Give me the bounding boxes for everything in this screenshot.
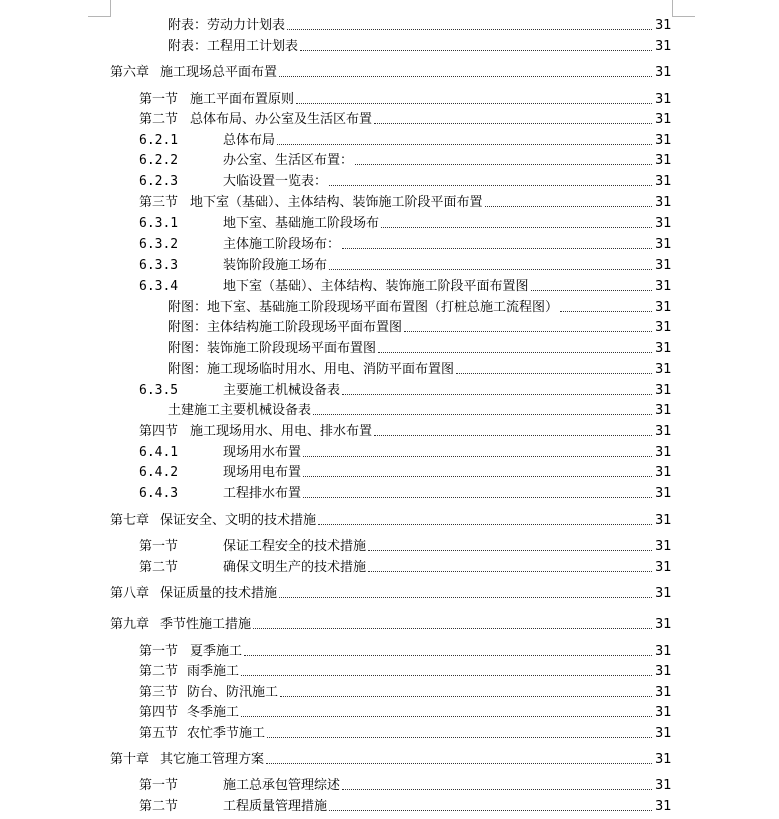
toc-entry-number: 第一节 xyxy=(139,92,179,107)
toc-entry-number: 第七章 xyxy=(110,513,150,528)
toc-entry[interactable] xyxy=(0,643,779,661)
toc-entry-title: 附表：工程用工计划表 xyxy=(168,39,299,54)
toc-entry[interactable] xyxy=(0,319,779,337)
toc-page-number: 31 xyxy=(655,300,672,315)
toc-entry[interactable] xyxy=(0,299,779,317)
dot-leader xyxy=(355,164,652,165)
toc-entry[interactable] xyxy=(0,38,779,56)
toc-page-number: 31 xyxy=(655,705,672,720)
toc-entry-title: 主体施工阶段场布： xyxy=(223,237,341,252)
toc-entry[interactable] xyxy=(0,725,779,743)
dot-leader xyxy=(313,414,652,415)
toc-entry[interactable] xyxy=(0,64,779,82)
toc-entry-number: 6.2.2 xyxy=(139,153,179,168)
toc-entry[interactable] xyxy=(0,777,779,795)
toc-entry-number: 第六章 xyxy=(110,65,150,80)
toc-entry-number: 6.3.2 xyxy=(139,237,179,252)
toc-entry-title: 大临设置一览表： xyxy=(223,174,328,189)
toc-entry-title: 工程排水布置 xyxy=(223,486,302,501)
toc-page-number: 31 xyxy=(655,341,672,356)
toc-entry-number: 6.3.1 xyxy=(139,216,179,231)
toc-page-number: 31 xyxy=(655,799,672,814)
toc-page-number: 31 xyxy=(655,685,672,700)
dot-leader xyxy=(296,103,652,104)
toc-entry-number: 第二节 xyxy=(139,799,179,814)
toc-entry-number: 6.4.1 xyxy=(139,445,179,460)
toc-entry-title: 总体布局、办公室及生活区布置 xyxy=(190,112,373,127)
toc-entry-title: 防台、防汛施工 xyxy=(187,685,279,700)
toc-entry-title: 保证安全、文明的技术措施 xyxy=(160,513,317,528)
dot-leader xyxy=(329,269,652,270)
toc-entry-number: 第二节 xyxy=(139,664,179,679)
toc-entry-number: 第三节 xyxy=(139,685,179,700)
toc-entry[interactable] xyxy=(0,194,779,212)
toc-entry-number: 6.3.4 xyxy=(139,279,179,294)
dot-leader xyxy=(329,810,652,811)
toc-entry-number: 6.3.5 xyxy=(139,383,179,398)
toc-entry[interactable] xyxy=(0,423,779,441)
dot-leader xyxy=(277,144,652,145)
toc-entry-number: 6.3.3 xyxy=(139,258,179,273)
toc-page-number: 31 xyxy=(655,560,672,575)
toc-page-number: 31 xyxy=(655,237,672,252)
toc-entry-number: 第四节 xyxy=(139,424,179,439)
toc-entry[interactable] xyxy=(0,402,779,420)
toc-page-number: 31 xyxy=(655,445,672,460)
toc-page-number: 31 xyxy=(655,153,672,168)
toc-entry-title: 确保文明生产的技术措施 xyxy=(223,560,367,575)
toc-entry-title: 雨季施工 xyxy=(187,664,240,679)
dot-leader xyxy=(253,628,652,629)
dot-leader xyxy=(287,29,652,30)
toc-entry-title: 附图：地下室、基础施工阶段现场平面布置图（打桩总施工流程图） xyxy=(168,300,559,315)
toc-entry-title: 施工现场总平面布置 xyxy=(160,65,278,80)
toc-page-number: 31 xyxy=(655,216,672,231)
toc-entry-number: 第二节 xyxy=(139,112,179,127)
dot-leader xyxy=(485,206,652,207)
toc-entry[interactable] xyxy=(0,111,779,129)
dot-leader xyxy=(378,352,652,353)
toc-page-number: 31 xyxy=(655,752,672,767)
toc-page-number: 31 xyxy=(655,465,672,480)
dot-leader xyxy=(374,123,652,124)
toc-entry-title: 农忙季节施工 xyxy=(187,726,266,741)
toc-entry-number: 第九章 xyxy=(110,617,150,632)
toc-entry-title: 附表：劳动力计划表 xyxy=(168,18,286,33)
toc-entry-title: 现场用电布置 xyxy=(223,465,302,480)
toc-entry-number: 第三节 xyxy=(139,195,179,210)
dot-leader xyxy=(303,476,652,477)
dot-leader xyxy=(329,185,652,186)
toc-page-number: 31 xyxy=(655,403,672,418)
dot-leader xyxy=(368,550,652,551)
toc-entry-title: 附图：主体结构施工阶段现场平面布置图 xyxy=(168,320,403,335)
toc-entry-number: 第五节 xyxy=(139,726,179,741)
toc-page-number: 31 xyxy=(655,133,672,148)
dot-leader xyxy=(303,497,652,498)
toc-page-number: 31 xyxy=(655,486,672,501)
toc-entry-number: 第八章 xyxy=(110,586,150,601)
toc-entry[interactable] xyxy=(0,798,779,816)
toc-entry-title: 其它施工管理方案 xyxy=(160,752,265,767)
toc-entry[interactable] xyxy=(0,485,779,503)
toc-entry-number: 6.4.2 xyxy=(139,465,179,480)
toc-entry[interactable] xyxy=(0,215,779,233)
toc-entry[interactable] xyxy=(0,663,779,681)
toc-entry[interactable] xyxy=(0,585,779,603)
toc-entry-title: 保证工程安全的技术措施 xyxy=(223,539,367,554)
page-corner-mark-right xyxy=(672,0,695,17)
toc-entry[interactable] xyxy=(0,751,779,769)
dot-leader xyxy=(560,311,652,312)
dot-leader xyxy=(241,675,652,676)
toc-entry-number: 第一节 xyxy=(139,778,179,793)
toc-entry-number: 6.2.3 xyxy=(139,174,179,189)
toc-page-number: 31 xyxy=(655,39,672,54)
toc-entry-number: 第四节 xyxy=(139,705,179,720)
dot-leader xyxy=(280,696,652,697)
toc-entry[interactable] xyxy=(0,361,779,379)
toc-page-number: 31 xyxy=(655,112,672,127)
dot-leader xyxy=(244,655,652,656)
toc-entry[interactable] xyxy=(0,512,779,530)
dot-leader xyxy=(267,737,652,738)
toc-entry-number: 第一节 xyxy=(139,644,179,659)
toc-entry-title: 施工平面布置原则 xyxy=(190,92,295,107)
toc-entry-title: 地下室（基础）、主体结构、装饰施工阶段平面布置图 xyxy=(223,279,529,294)
toc-entry[interactable] xyxy=(0,464,779,482)
toc-entry-title: 主要施工机械设备表 xyxy=(223,383,341,398)
toc-entry-title: 现场用水布置 xyxy=(223,445,302,460)
dot-leader xyxy=(368,571,652,572)
toc-page-number: 31 xyxy=(655,320,672,335)
dot-leader xyxy=(374,435,652,436)
toc-page-number: 31 xyxy=(655,195,672,210)
toc-entry-title: 地下室（基础）、主体结构、装饰施工阶段平面布置 xyxy=(190,195,483,210)
toc-page-number: 31 xyxy=(655,92,672,107)
toc-entry[interactable] xyxy=(0,152,779,170)
toc-page-number: 31 xyxy=(655,65,672,80)
toc-entry-title: 地下室、基础施工阶段场布 xyxy=(223,216,380,231)
toc-entry[interactable] xyxy=(0,684,779,702)
toc-entry-number: 第一节 xyxy=(139,539,179,554)
toc-entry-title: 夏季施工 xyxy=(190,644,243,659)
toc-entry[interactable] xyxy=(0,17,779,35)
toc-entry-title: 保证质量的技术措施 xyxy=(160,586,278,601)
toc-entry[interactable] xyxy=(0,616,779,634)
toc-entry-number: 6.4.3 xyxy=(139,486,179,501)
dot-leader xyxy=(279,597,652,598)
toc-entry-title: 办公室、生活区布置： xyxy=(223,153,354,168)
toc-entry-title: 附图：装饰施工阶段现场平面布置图 xyxy=(168,341,377,356)
toc-page-number: 31 xyxy=(655,726,672,741)
toc-entry[interactable] xyxy=(0,444,779,462)
toc-entry[interactable] xyxy=(0,278,779,296)
dot-leader xyxy=(531,290,652,291)
toc-entry-title: 土建施工主要机械设备表 xyxy=(168,403,312,418)
toc-entry[interactable] xyxy=(0,340,779,358)
toc-page-number: 31 xyxy=(655,258,672,273)
dot-leader xyxy=(456,373,652,374)
dot-leader xyxy=(279,76,652,77)
toc-entry-title: 季节性施工措施 xyxy=(160,617,252,632)
toc-page-number: 31 xyxy=(655,617,672,632)
dot-leader xyxy=(318,524,652,525)
toc-entry[interactable] xyxy=(0,704,779,722)
dot-leader xyxy=(241,716,652,717)
toc-entry[interactable] xyxy=(0,257,779,275)
toc-page-number: 31 xyxy=(655,362,672,377)
dot-leader xyxy=(342,394,652,395)
toc-entry[interactable] xyxy=(0,559,779,577)
toc-entry[interactable] xyxy=(0,91,779,109)
toc-entry[interactable] xyxy=(0,173,779,191)
toc-page-number: 31 xyxy=(655,513,672,528)
toc-entry[interactable] xyxy=(0,382,779,400)
dot-leader xyxy=(303,456,652,457)
dot-leader xyxy=(342,248,652,249)
page-corner-mark-left xyxy=(88,0,111,17)
toc-entry[interactable] xyxy=(0,538,779,556)
toc-entry-title: 附图：施工现场临时用水、用电、消防平面布置图 xyxy=(168,362,455,377)
dot-leader xyxy=(342,789,652,790)
toc-page-number: 31 xyxy=(655,644,672,659)
dot-leader xyxy=(300,50,652,51)
toc-page-number: 31 xyxy=(655,383,672,398)
toc-page-number: 31 xyxy=(655,174,672,189)
toc-entry-number: 第二节 xyxy=(139,560,179,575)
toc-page-number: 31 xyxy=(655,778,672,793)
toc-entry[interactable] xyxy=(0,132,779,150)
toc-entry-title: 施工现场用水、用电、排水布置 xyxy=(190,424,373,439)
toc-entry-number: 第十章 xyxy=(110,752,150,767)
toc-entry-number: 6.2.1 xyxy=(139,133,179,148)
toc-page-number: 31 xyxy=(655,424,672,439)
toc-entry-title: 工程质量管理措施 xyxy=(223,799,328,814)
toc-page-number: 31 xyxy=(655,18,672,33)
toc-entry[interactable] xyxy=(0,236,779,254)
dot-leader xyxy=(266,763,652,764)
toc-page-number: 31 xyxy=(655,539,672,554)
toc-entry-title: 施工总承包管理综述 xyxy=(223,778,341,793)
toc-page-number: 31 xyxy=(655,586,672,601)
toc-entry-title: 冬季施工 xyxy=(187,705,240,720)
dot-leader xyxy=(381,227,652,228)
toc-page-number: 31 xyxy=(655,279,672,294)
toc-page-number: 31 xyxy=(655,664,672,679)
toc-entry-title: 装饰阶段施工场布 xyxy=(223,258,328,273)
toc-entry-title: 总体布局 xyxy=(223,133,276,148)
dot-leader xyxy=(404,331,652,332)
